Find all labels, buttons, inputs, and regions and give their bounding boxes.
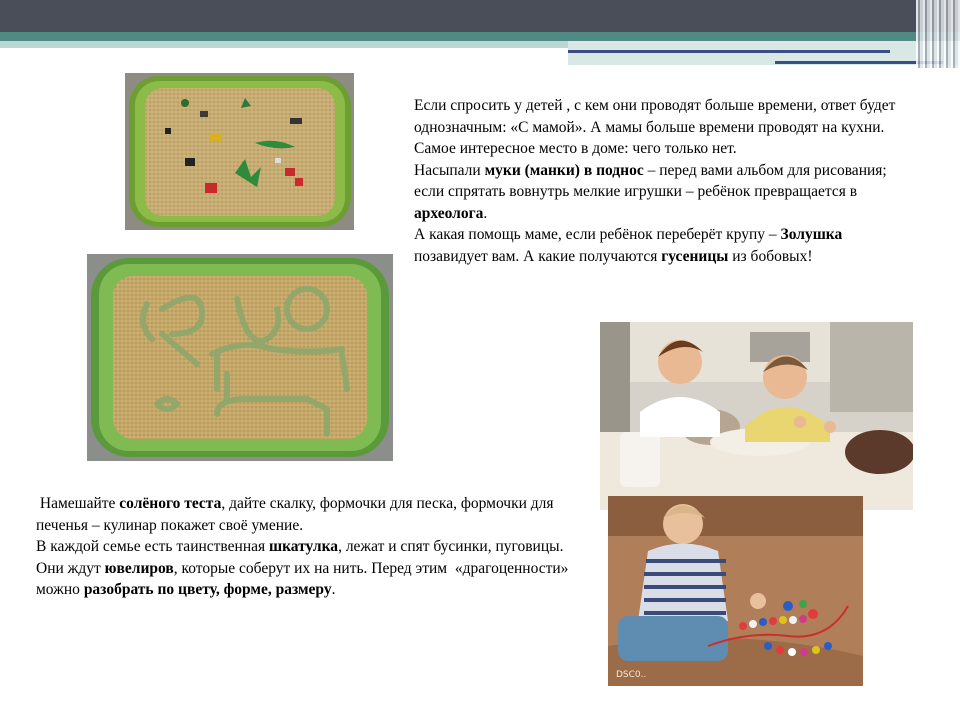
header-accent-line: [568, 50, 890, 53]
photo-semolina-tray-drawing: [87, 254, 393, 461]
bold-run: Золушка: [780, 226, 843, 243]
bold-run: муки (манки) в поднос: [484, 161, 644, 179]
header-teal-band: [0, 32, 960, 41]
text-run: – перед вами альбом для рисования; если спрятать вовнутрь мелкие игрушки – ребёнок превращается в: [414, 161, 887, 200]
text-run: .: [483, 204, 488, 222]
text-run: из бобовых!: [728, 247, 813, 265]
header-dark-band: [0, 0, 960, 32]
top-paragraph-2: [414, 160, 904, 225]
top-paragraph-3: [414, 224, 904, 267]
photo-kids-kitchen-dough: [600, 322, 913, 510]
photo-semolina-tray-toys: [125, 73, 354, 230]
text-run: Насыпали: [414, 161, 485, 179]
bold-run: солёного теста: [119, 495, 222, 512]
bottom-text-block: [36, 493, 576, 601]
bold-run: гусеницы: [661, 247, 729, 265]
bold-run: шкатулка: [269, 538, 339, 555]
text-run: , дайте скалку, формочки для песка, формочки для печенья – кулинар покажет своё умение.: [36, 495, 558, 534]
top-text-block: [414, 95, 904, 267]
top-paragraph-1: Если спросить у детей , с кем они проводят больше времени, ответ будет однозначным: «С мамой». А мамы больше времени проводят на кухни. Самое интересное место в доме: чего только нет.: [414, 97, 896, 157]
bottom-paragraph-1: [36, 493, 576, 536]
text-run: .: [331, 581, 336, 598]
text-run: , лежат и спят бусинки, пуговицы. Они ждут: [36, 538, 568, 577]
photo-watermark: DSC0..: [616, 670, 647, 680]
bold-run: разобрать по цвету, форме, размеру: [83, 581, 332, 598]
text-run: А какая помощь маме, если ребёнок переберёт крупу –: [414, 226, 781, 243]
text-run: Намешайте: [36, 495, 120, 512]
photo-child-beads: [608, 496, 863, 686]
text-run: , которые соберут их на нить. Перед этим «драгоценности» можно: [36, 559, 573, 598]
text-run: В каждой семье есть таинственная: [36, 538, 270, 555]
bold-run: археолога: [414, 204, 484, 222]
text-run: позавидует вам. А какие получаются: [414, 247, 662, 265]
bottom-paragraph-2: [36, 536, 576, 601]
bold-run: ювелиров: [104, 559, 174, 577]
header-stripes: [916, 0, 960, 68]
